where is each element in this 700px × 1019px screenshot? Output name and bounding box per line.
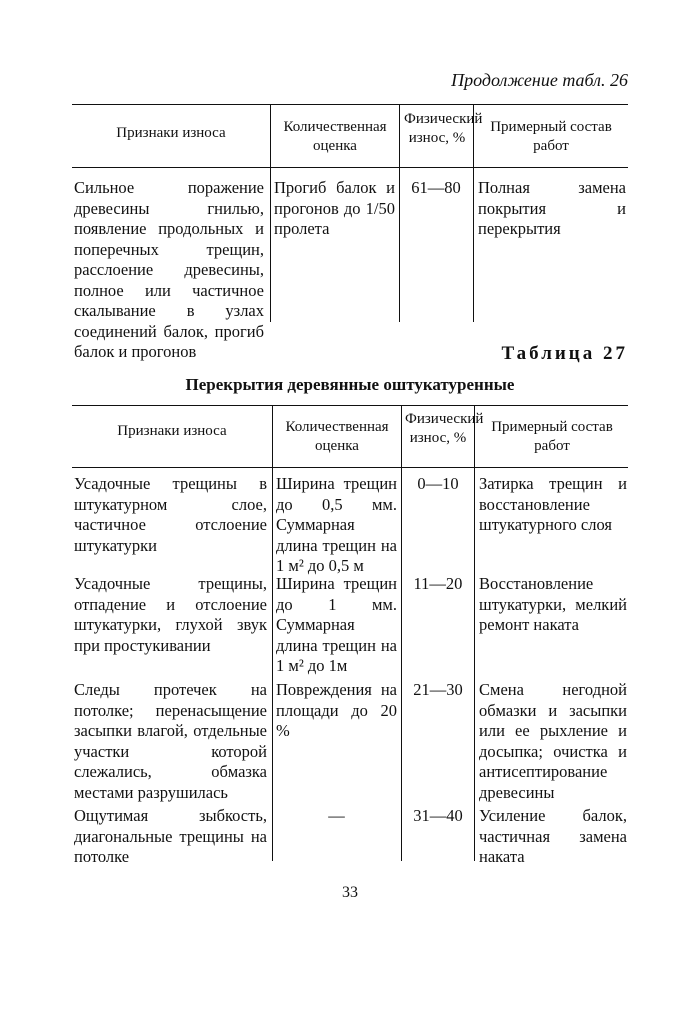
header-wear: Физический износ, % bbox=[404, 111, 483, 146]
cell-works: Смена негодной обмазки и засыпки или ее рыхление и досыпка; очистка и антисептирование древесины bbox=[479, 680, 627, 802]
table-number-label: Таблица 27 bbox=[501, 343, 628, 364]
cell-wear: 31—40 bbox=[413, 806, 463, 825]
cell-assessment: Прогиб балок и прогонов до 1/50 пролета bbox=[274, 178, 395, 238]
cell-sign: Усадочные трещины, отпадение и отслоение штукатурки, глухой звук при простукивании bbox=[74, 574, 267, 655]
header-signs: Признаки износа bbox=[117, 423, 227, 439]
cell-wear: 0—10 bbox=[417, 474, 459, 493]
cell-assessment: Ширина трещин до 0,5 мм. Суммарная длина трещин на 1 м² до 0,5 м bbox=[276, 474, 397, 575]
header-assessment: Количественная оценка bbox=[285, 419, 389, 454]
cell-wear: 21—30 bbox=[413, 680, 463, 699]
header-works: Примерный состав работ bbox=[491, 419, 613, 454]
header-works: Примерный состав работ bbox=[490, 119, 612, 154]
header-assessment: Количественная оценка bbox=[283, 119, 387, 154]
cell-sign: Следы протечек на потолке; перенасыщение засыпки влагой, отдельные участки которой слежались, обмазка местами разрушилась bbox=[74, 680, 267, 802]
header-signs: Признаки износа bbox=[116, 125, 226, 141]
page-number: 33 bbox=[342, 884, 358, 901]
cell-assessment: Ширина трещин до 1 мм. Суммарная длина трещин на 1 м² до 1м bbox=[276, 574, 397, 675]
cell-assessment: — bbox=[328, 806, 345, 825]
cell-wear: 61—80 bbox=[411, 178, 461, 197]
cell-sign: Усадочные трещины в штукатурном слое, частичное отслоение штукатурки bbox=[74, 474, 267, 555]
cell-sign: Сильное поражение древесины гнилью, появление продольных и поперечных трещин, расслоение древесины, полное или частичное скалывание в узлах соединений балок, прогиб балок и прогонов bbox=[74, 178, 264, 361]
cell-assessment: Повреждения на площади до 20 % bbox=[276, 680, 397, 740]
cell-works: Усиление балок, частичная замена наката bbox=[479, 806, 627, 866]
cell-sign: Ощутимая зыбкость, диагональные трещины на потолке bbox=[74, 806, 267, 866]
table-title: Перекрытия деревянные оштукатуренные bbox=[185, 375, 515, 394]
cell-works: Затирка трещин и восстановление штукатурного слоя bbox=[479, 474, 627, 534]
header-wear: Физический износ, % bbox=[405, 411, 484, 446]
cell-works: Полная замена покрытия и перекрытия bbox=[478, 178, 626, 238]
cell-wear: 11—20 bbox=[413, 574, 463, 593]
continuation-caption: Продолжение табл. 26 bbox=[451, 70, 628, 90]
cell-works: Восстановление штукатурки, мелкий ремонт наката bbox=[479, 574, 627, 634]
